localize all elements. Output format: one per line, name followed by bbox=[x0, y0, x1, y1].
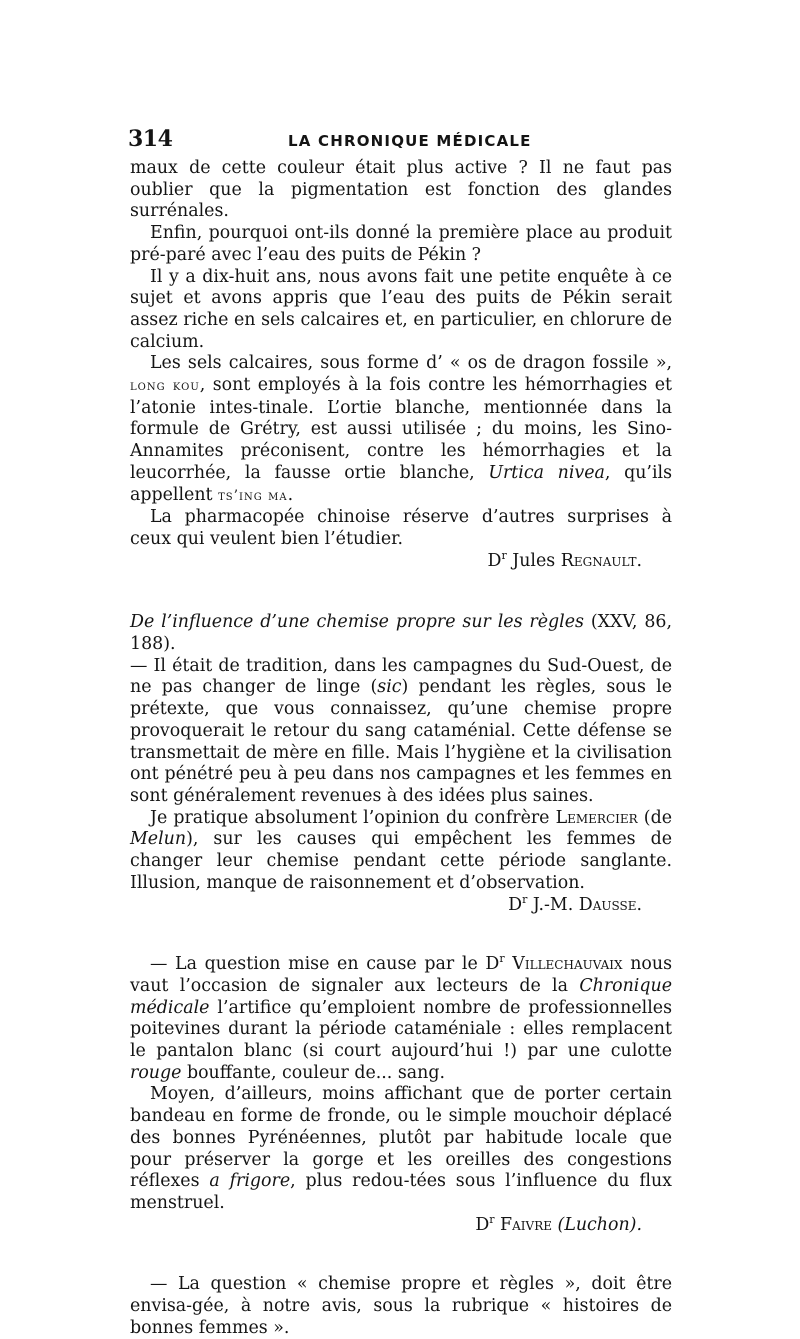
paragraph bbox=[130, 808, 672, 895]
section-gap bbox=[130, 916, 672, 954]
person-name: Lemercier bbox=[555, 807, 638, 828]
signature bbox=[130, 892, 672, 917]
paragraph: maux de cette couleur était plus active ? Il ne faut pas oublier que la pigmentation est fonction des glandes surrénales. bbox=[130, 158, 672, 222]
text: ), sur les causes qui empêchent les femmes de changer leur chemise pendant cette période sanglante. Illusion, manque de raisonnement et d’observation. bbox=[130, 829, 672, 893]
paragraph: Il y a dix-huit ans, nous avons fait une petite enquête à ce sujet et avons appris que l’eau des puits de Pékin serait assez riche en sels calcaires et, en particulier, en chlorure de calcium. bbox=[130, 266, 672, 352]
text: D bbox=[508, 894, 523, 915]
text: Je pratique absolument l’opinion du confrère bbox=[150, 807, 556, 828]
text: nous vaut l’occasion de signaler aux lecteurs de la bbox=[130, 954, 672, 996]
signature bbox=[130, 1212, 672, 1237]
text: l’artifice qu’emploient nombre de professionnelles poitevines durant la période cataméniale : elles remplacent le pantalon blanc (si court aujourd’hui !) par une culotte bbox=[130, 997, 672, 1062]
text: D bbox=[475, 1214, 490, 1235]
place-name: Melun bbox=[130, 829, 187, 850]
paragraph: — La question « chemise propre et règles », doit être envisa-gée, à notre avis, sous la rubrique « histoires de bonnes femmes ». bbox=[130, 1274, 672, 1338]
text: , qu’ils appellent bbox=[130, 462, 673, 505]
running-head: LA CHRONIQUE MÉDICALE bbox=[288, 132, 532, 150]
paragraph: Enfin, pourquoi ont-ils donné la première place au produit pré-paré avec l’eau des puits de Pékin ? bbox=[130, 223, 672, 265]
text: r bbox=[489, 1212, 495, 1226]
text: r bbox=[522, 892, 528, 906]
paragraph bbox=[130, 954, 672, 1084]
text: r bbox=[501, 548, 507, 562]
paragraph bbox=[130, 353, 672, 507]
text: a frigore bbox=[209, 1171, 291, 1192]
text: J.-M. bbox=[527, 894, 579, 915]
journal-name: Chronique médicale bbox=[130, 975, 672, 1018]
place-name: (Luchon). bbox=[552, 1214, 642, 1235]
text: , sont employés à la fois contre les hémorrhagies et l’atonie intes-tinale. L’ortie blanche, mentionnée dans la formule de Grétry, est aussi utilisée ; du moins, les Sino-Annamites préconisent, contre les hémorrhagies et la leucorrhée, la fausse ortie blanche, bbox=[130, 375, 673, 483]
text: — La question mise en cause par le D bbox=[150, 954, 500, 975]
paragraph bbox=[130, 656, 672, 808]
text: D bbox=[487, 550, 502, 571]
transliteration: ts’ing ma bbox=[218, 487, 288, 504]
paragraph: La pharmacopée chinoise réserve d’autres surprises à ceux qui veulent bien l’étudier. bbox=[130, 507, 672, 549]
text: ) pendant les règles, sous le prétexte, que vous connaissez, qu’une chemise propre provoquerait le retour du sang cataménial. Cette défense se transmettait de mère en fille. Mais l’hygiène et la civilisation ont pénétré peu à peu dans nos campagnes et les femmes en sont généralement revenues à des idées plus saines. bbox=[130, 677, 672, 806]
text: (de bbox=[637, 807, 672, 828]
section-gap bbox=[130, 572, 672, 612]
text: sic bbox=[377, 677, 402, 698]
text: , plus redou-tées sous l’influence du flux menstruel. bbox=[130, 1171, 672, 1213]
section-gap bbox=[130, 1236, 672, 1274]
author-surname: Faivre bbox=[494, 1214, 552, 1235]
text: . bbox=[287, 484, 294, 505]
page-header bbox=[128, 126, 668, 154]
author-surname: Regnault. bbox=[560, 550, 642, 571]
author-surname: Dausse. bbox=[578, 894, 642, 915]
transliteration: long kou bbox=[130, 378, 200, 395]
text: — Il était de tradition, dans les campagnes du Sud-Ouest, de ne pas changer de linge ( bbox=[130, 655, 672, 698]
signature bbox=[130, 548, 672, 573]
text: Jules bbox=[506, 550, 561, 571]
text: bouffante, couleur de... sang. bbox=[181, 1062, 446, 1083]
article-title: De l’influence d’une chemise propre sur les règles bbox=[130, 612, 584, 633]
paragraph bbox=[130, 1084, 672, 1214]
page-number: 314 bbox=[128, 126, 173, 152]
text: rouge bbox=[130, 1062, 182, 1083]
person-name: Villechauvaix bbox=[504, 954, 623, 975]
reference: (XXV, 86, 188). bbox=[130, 612, 672, 655]
text: Moyen, d’ailleurs, moins affichant que de porter certain bandeau en forme de fronde, ou le simple mouchoir déplacé des bonnes Pyrénéennes, plutôt par habitude locale que pour préserver la gorge et les oreilles des congestions réflexes bbox=[130, 1084, 672, 1192]
text: r bbox=[499, 952, 505, 966]
page-body bbox=[130, 158, 672, 1339]
paragraph bbox=[130, 612, 672, 655]
latin-name: Urtica nivea bbox=[488, 462, 605, 483]
text: Les sels calcaires, sous forme d’ « os de dragon fossile », bbox=[150, 353, 672, 374]
